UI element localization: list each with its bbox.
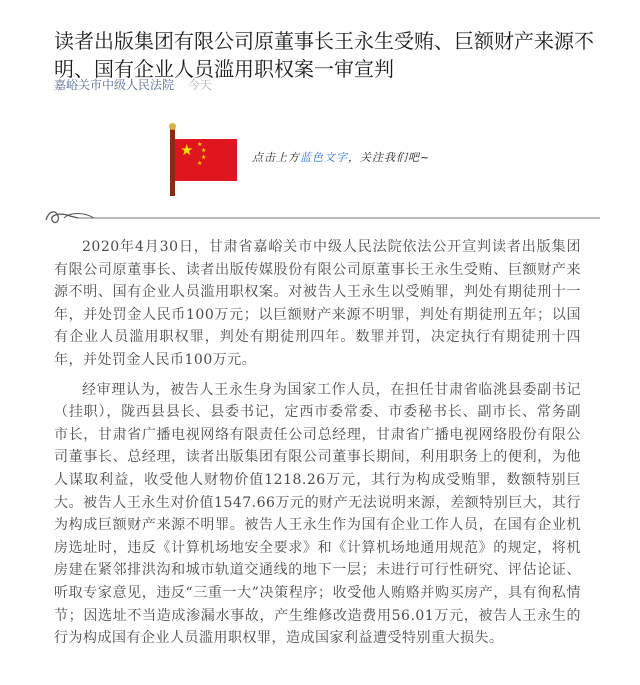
publish-date: 今天 (187, 78, 212, 92)
body-paragraph: 经审理认为，被告人王永生身为国家工作人员，在担任甘肃省临洮县委副书记（挂职），陇西县县长、县委书记，定西市委常委、市委秘书长、副市长、常务副市长，甘肃省广播电视网络有限责任公司总经理，甘肃省广播电视网络股份有限公司董事长、总经理，读者出版集团有限公司董事长期间，利用职务上的便利，为他人谋取利益，收受他人财物价值1218.26万元，其行为构成受贿罪，数额特别巨大。被告人王永生对价值1547.66万元的财产无法说明来源，差额特别巨大，其行为构成巨额财产来源不明罪。被告人王永生作为国有企业工作人员，在国有企业机房选址时，违反《计算机场地安全要求》和《计算机场地通用规范》的规定，将机房建在紧邻排洪沟和城市轨道交通线的地下一层；未进行可行性研究、评估论证、听取专家意见，违反“三重一大”决策程序；收受他人贿赂并购买房产，具有徇私情节；因选址不当造成渗漏水事故，产生维修改造费用56.01万元，被告人王永生的行为构成国有企业人员滥用职权罪，造成国家利益遭受特别重大损失。 (54, 381, 581, 647)
body-paragraph: 2020年4月30日，甘肃省嘉峪关市中级人民法院依法公开宣判读者出版集团有限公司原董事长、读者出版传媒股份有限公司原董事长王永生受贿、巨额财产来源不明、国有企业人员滥用职权案。对被告人王永生以受贿罪，判处有期徒刑十一年，并处罚金人民币100万元；以巨额财产来源不明罪，判处有期徒刑五年；以国有企业人员滥用职权罪，判处有期徒刑四年。数罪并罚，决定执行有期徒刑十四年，并处罚金人民币100万元。 (54, 239, 581, 368)
small-star-icon: ★ (201, 154, 207, 161)
article-body (54, 236, 581, 657)
follow-prompt-post: ，关注我们吧~ (348, 151, 431, 164)
follow-prompt-link[interactable]: 蓝色文字 (300, 151, 348, 164)
follow-prompt (252, 149, 430, 165)
article-title: 读者出版集团有限公司原董事长王永生受贿、巨额财产来源不明、国有企业人员滥用职权案一审宣判 (54, 29, 594, 82)
small-star-icon: ★ (197, 141, 203, 148)
article-meta (54, 76, 212, 93)
small-star-icon: ★ (197, 160, 203, 167)
divider-ornament (44, 206, 604, 230)
big-star-icon: ★ (180, 141, 194, 159)
account-name-link[interactable]: 嘉峪关市中级人民法院 (54, 78, 175, 92)
follow-prompt-pre: 点击上方 (252, 151, 300, 164)
small-star-icon: ★ (201, 147, 207, 154)
china-flag-icon (175, 139, 237, 181)
